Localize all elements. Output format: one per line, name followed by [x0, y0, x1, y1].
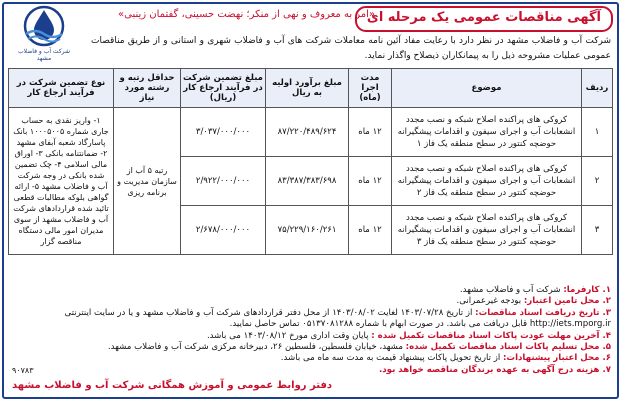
note-submission-place: ۵. محل تسلیم پاکات اسناد مناقصات تکمیل شده: مشهد، خیابان فلسطین، فلسطین ۲۶، دبیرخانه مرکزی شرکت آب و فاضلاب مشهد. [107, 342, 611, 353]
note-deadline: ۴. آخرین مهلت عودت پاکات اسناد مناقصات تکمیل شده : پایان وقت اداری مورخ ۱۴۰۳/۰۸/۱۲ می باشد. [206, 330, 611, 341]
water-drop-logo-icon [12, 4, 76, 48]
cell-row-number: ۳ [582, 206, 613, 255]
cell-guarantee-amount: ۲/۹۲۲/۰۰۰/۰۰۰ [181, 157, 266, 206]
table-header-row [9, 69, 613, 108]
cell-estimate: ۷۵/۲۲۹/۱۶۰/۲۶۱ [266, 206, 349, 255]
header-estimate: مبلغ برآورد اولیه به ریال [266, 69, 349, 108]
note-website-contact: http://iets.mporg.ir قابل دریافت می باشد. در صورت ابهام با شماره ۰۵۱۳۷۰۸۱۲۸۸ تماس حاصل نمایید. [229, 319, 611, 330]
page-title: آگهی مناقصات عمومی یک مرحله ای [355, 6, 613, 32]
cell-guarantee-amount: ۲/۶۷۸/۰۰۰/۰۰۰ [181, 206, 266, 255]
note-ad-cost: ۷. هزینه درج آگهی به عهده برندگان مناقصه خواهد بود. [379, 364, 611, 375]
note-funding: ۲. محل تامین اعتبار: بودجه غیرعمرانی. [456, 296, 611, 307]
cell-duration: ۱۲ ماه [349, 108, 392, 157]
logo-caption: شرکت آب و فاضلاب مشهد [17, 48, 71, 62]
header-guarantee-type: نوع تضمین شرکت در فرآیند ارجاع کار [9, 69, 114, 108]
cell-guarantee-type: ۱- واریز نقدی به حساب جاری شماره ۱۰۰۰۵۰۰۵ بانک پاسارگاد شعبه آبفای مشهد ۲- ضمانتنامه بانکی ۳- اوراق مالی اسلامی ۴- چک تضمین شده بانکی در وجه شرکت آب و فاضلاب مشهد ۵- ارائه گواهی بلوکه مطالبات قطعی تائید شده قراردادهای شرکت آب و فاضلاب مشهد از سوی مدیران امور مالی دستگاه مناقصه گزار [9, 108, 114, 255]
ad-code: ۹۰۷۸۳ [12, 366, 34, 375]
cell-duration: ۱۲ ماه [349, 157, 392, 206]
cell-subject: کروکی های پراکنده اصلاح شبکه و نصب مجدد انشعابات آب و اجرای سیفون و اقدامات پیشگیرانه حوضچه کنتور در سطح منطقه یک فاز ۱ [392, 108, 582, 157]
tender-table [8, 68, 613, 255]
header-guarantee-amount: مبلغ تضمین شرکت در فرآیند ارجاع کار (ریال) [181, 69, 266, 108]
table-row [9, 108, 613, 157]
cell-duration: ۱۲ ماه [349, 206, 392, 255]
note-employer: ۱. کارفرما: شرکت آب و فاضلاب مشهد. [459, 285, 611, 295]
company-logo [12, 4, 76, 60]
cell-subject: کروکی های پراکنده اصلاح شبکه و نصب مجدد انشعابات آب و اجرای سیفون و اقدامات پیشگیرانه حوضچه کنتور در سطح منطقه یک فاز ۳ [392, 206, 582, 255]
header-rank: حداقل رتبه و رشته مورد نیاز [114, 69, 181, 108]
cell-row-number: ۱ [582, 108, 613, 157]
note-validity: ۶. محل اعتبار پیشنهادات: از تاریخ تحویل پاکات پیشنهاد قیمت به مدت سه ماه می باشد. [280, 353, 611, 364]
cell-guarantee-amount: ۳/۰۳۷/۰۰۰/۰۰۰ [181, 108, 266, 157]
intro-paragraph: شرکت آب و فاضلاب مشهد در نظر دارد با رعایت مفاد آئین نامه معاملات شرکت های آب و فاضلاب شهری و استانی و از طریق مناقصات عمومی عملیات مشروحه ذیل را به پیمانکاران ذیصلاح واگذار نماید. [91, 36, 611, 61]
cell-rank: رتبه ۵ آب از سازمان مدیریت و برنامه ریزی [114, 108, 181, 255]
cell-row-number: ۲ [582, 157, 613, 206]
header-subject: موضوع [392, 69, 582, 108]
footer-signature: دفتر روابط عمومی و آموزش همگانی شرکت آب و فاضلاب مشهد [12, 380, 333, 391]
header-quote: «امر به معروف و نهی از منکر؛ نهضت حسینی، گفتمان زینبی» [118, 9, 376, 20]
note-document-dates: ۳. تاریخ دریافت اسناد مناقصات: از تاریخ ۱۴۰۳/۰۷/۲۸ لغایت ۱۴۰۳/۰۸/۰۲ از محل دفتر قراردادهای شرکت آب و فاضلاب مشهد و یا در سایت اینترنتی [64, 307, 611, 318]
header-duration: مدت اجرا (ماه) [349, 69, 392, 108]
cell-estimate: ۸۷/۲۲۰/۴۸۹/۶۲۴ [266, 108, 349, 157]
header-row-number: ردیف [582, 69, 613, 108]
cell-estimate: ۸۳/۳۸۷/۳۸۳/۶۹۸ [266, 157, 349, 206]
cell-subject: کروکی های پراکنده اصلاح شبکه و نصب مجدد انشعابات آب و اجرای سیفون و اقدامات پیشگیرانه حوضچه کنتور در سطح منطقه یک فاز ۲ [392, 157, 582, 206]
notes-list [11, 285, 611, 376]
